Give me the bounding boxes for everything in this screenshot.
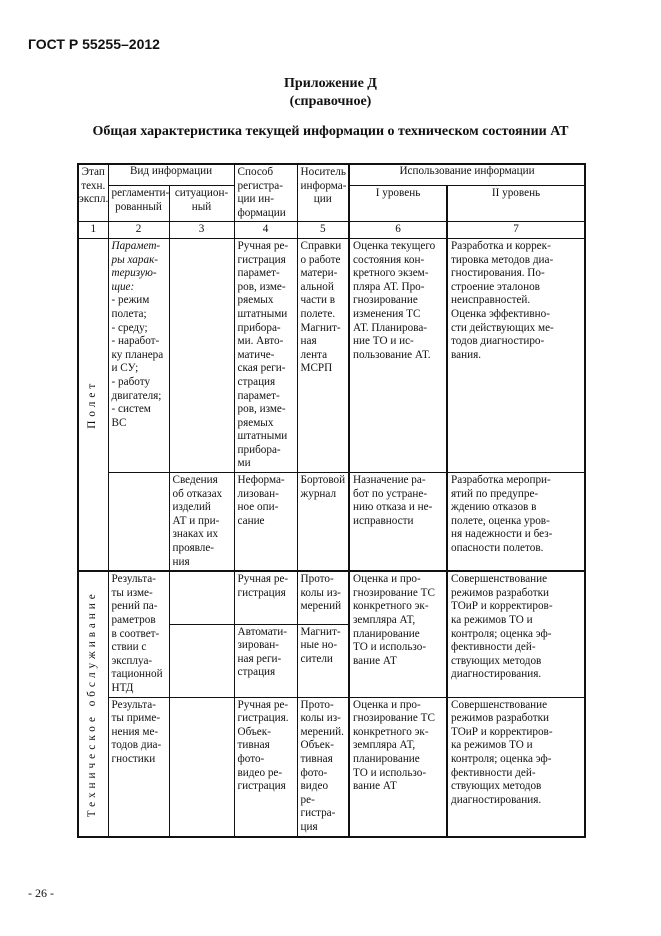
table-row <box>78 238 585 472</box>
table-row <box>78 697 585 836</box>
regulated-cell <box>108 473 169 572</box>
header-stage: Этап техн. экспл. <box>78 164 108 222</box>
situational-cell <box>169 238 234 472</box>
header-usage: Использование информации <box>349 164 585 186</box>
level1-cell: Оценка и про- гнозирование ТС конкретного эк- земпляра АТ, планирование ТО и использо- вание АТ <box>349 571 447 697</box>
appendix-title: Приложение Д <box>284 76 377 91</box>
regulated-cell: Результа- ты приме- нения ме- тодов диа- гностики <box>108 697 169 836</box>
carrier-cell: Прото- колы из- мерений. Объек- тивная фото- видео ре- гистра- ция <box>297 697 349 836</box>
stage-maintenance: Техническое обслуживание <box>78 571 108 836</box>
table-row <box>78 473 585 572</box>
header-regulated: регламенти- рованный <box>108 186 169 222</box>
regulated-italic: Парамет- ры харак- теризую- щие: <box>111 239 161 293</box>
level1-cell: Назначение ра- бот по устране- нию отказа и не- исправности <box>349 473 447 572</box>
col-number: 5 <box>297 222 349 239</box>
method-cell: Ручная ре- гистрация. Объек- тивная фото- видео ре- гистрация <box>234 697 297 836</box>
situational-cell <box>169 697 234 836</box>
level2-cell: Разработка и коррек- тировка методов диа- гностирования. По- строение эталонов неисправностей. Оценка эффективно- сти действующих ме- тодов диагностиро- вания. <box>447 238 585 472</box>
method-cell: Неформа- лизован- ное опи- сание <box>234 473 297 572</box>
method-cell: Автомати- зирован- ная реги- страция <box>234 624 297 697</box>
table-title: Общая характеристика текущей информации о техническом состоянии АТ <box>92 124 569 139</box>
appendix-subtitle: (справочное) <box>289 94 372 109</box>
carrier-cell: Справки о работе матери- альной части в полете. Магнит- ная лента МСРП <box>297 238 349 472</box>
header-level1: I уровень <box>349 186 447 222</box>
table-row <box>78 571 585 624</box>
header-carrier: Носитель информа- ции <box>297 164 349 222</box>
header-info-type: Вид информации <box>108 164 234 186</box>
carrier-cell: Бортовой журнал <box>297 473 349 572</box>
col-number: 2 <box>108 222 169 239</box>
level1-cell: Оценка текущего состояния кон- кретного экзем- пляра АТ. Про- гнозирование изменения ТС АТ. Планирова- ние ТО и ис- пользование АТ. <box>349 238 447 472</box>
method-cell: Ручная ре- гистрация парамет- ров, изме- ряемых штатными прибора- ми. Авто- матиче- ская реги- страция парамет- ров, изме- ряемых штатными прибора- ми <box>234 238 297 472</box>
header-situational: ситуацион- ный <box>169 186 234 222</box>
col-number: 7 <box>447 222 585 239</box>
col-number: 3 <box>169 222 234 239</box>
carrier-cell: Прото- колы из- мерений <box>297 571 349 624</box>
info-table <box>77 163 586 838</box>
stage-flight: Полет <box>78 238 108 571</box>
level2-cell: Разработка меропри- ятий по предупре- ждению отказов в полете, оценка уров- ня надежности и без- опасности полетов. <box>447 473 585 572</box>
header-level2: II уровень <box>447 186 585 222</box>
header-method: Способ регистра- ции ин- формации <box>234 164 297 222</box>
level2-cell: Совершенствование режимов разработки ТОиР и корректиров- ка режимов ТО и контроля; оценка эф- фективности дей- ствующих методов диагностирования. <box>447 571 585 697</box>
page-number: - 26 - <box>28 886 54 900</box>
col-number: 1 <box>78 222 108 239</box>
level2-cell: Совершенствование режимов разработки ТОиР и корректиров- ка режимов ТО и контроля; оценка эф- фективности дей- ствующих методов диагностирования. <box>447 697 585 836</box>
method-cell: Ручная ре- гистрация <box>234 571 297 624</box>
col-number: 6 <box>349 222 447 239</box>
regulated-cell: Результа- ты изме- рений па- раметров в соответ- ствии с эксплуа- тационной НТД <box>108 571 169 697</box>
document-code: ГОСТ Р 55255–2012 <box>28 36 160 52</box>
regulated-cell <box>108 238 169 472</box>
situational-cell <box>169 624 234 697</box>
carrier-cell: Магнит- ные но- сители <box>297 624 349 697</box>
col-number: 4 <box>234 222 297 239</box>
situational-cell: Сведения об отказах изделий АТ и при- знаках их проявле- ния <box>169 473 234 572</box>
situational-cell <box>169 571 234 624</box>
level1-cell: Оценка и про- гнозирование ТС конкретного эк- земпляра АТ, планирование ТО и использо- вание АТ <box>349 697 447 836</box>
regulated-list: - режим полета; - среду; - наработ- ку планера и СУ; - работу двигателя; - систем ВС <box>111 294 164 429</box>
